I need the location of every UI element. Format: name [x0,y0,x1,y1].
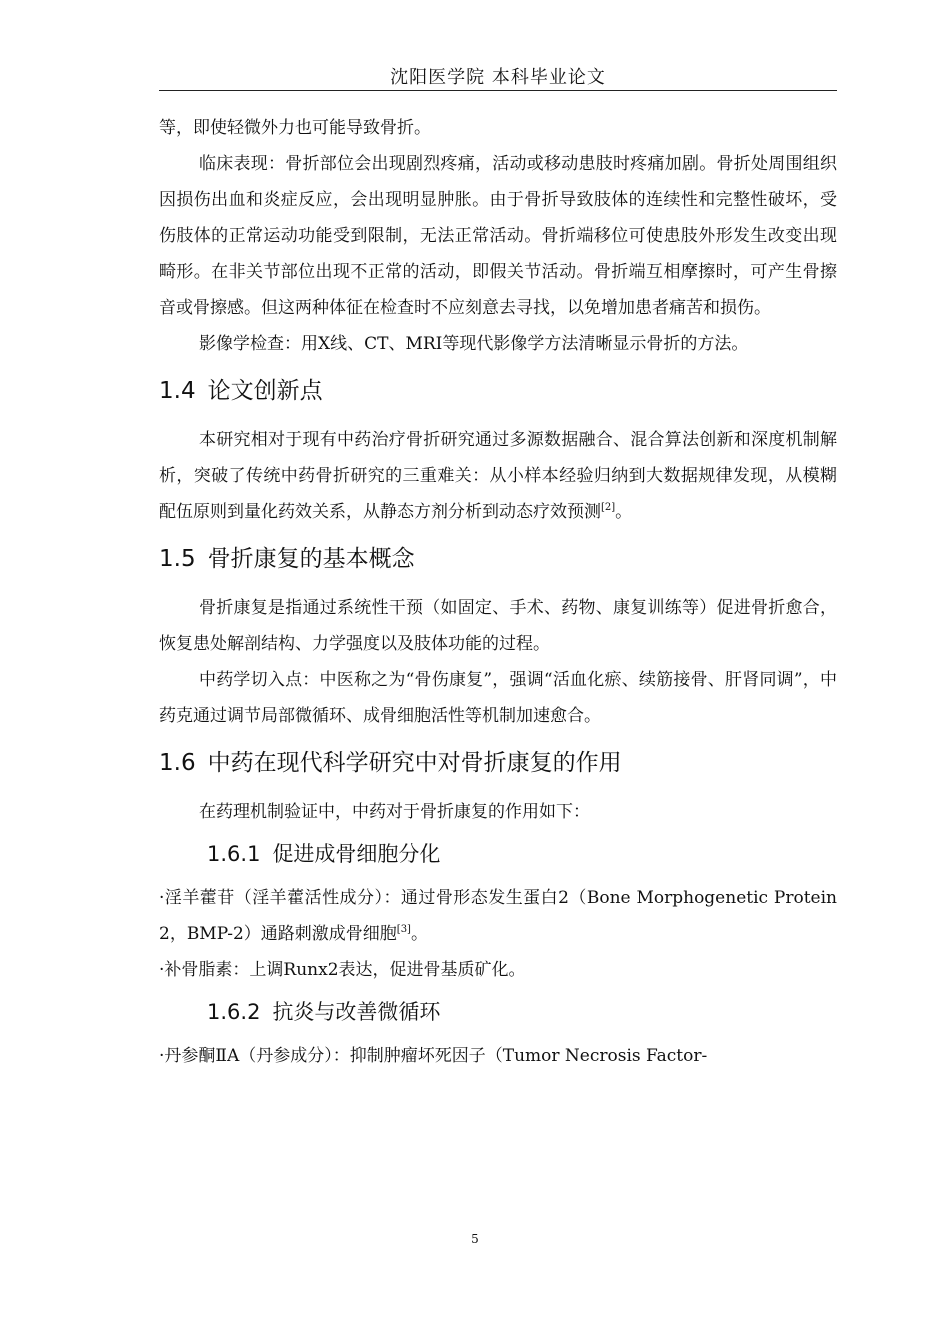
subsection-heading-1-6-1 [207,838,837,870]
list-item-psoralen: ·补骨脂素：上调Runx2表达，促进骨基质矿化。 [159,960,526,980]
subsection-title: 促进成骨细胞分化 [272,842,441,866]
section-heading-1-6 [159,746,837,780]
list-item-tanshinone: ·丹参酮ⅡA（丹参成分）：抑制肿瘤坏死因子（Tumor Necrosis Factor- [159,1046,708,1066]
paragraph-innovation [159,422,837,530]
paragraph-rehab-definition: 骨折康复是指通过系统性干预（如固定、手术、药物、康复训练等）促进骨折愈合，恢复患处解剖结构、力学强度以及肢体功能的过程。 [159,598,837,654]
page-header-title: 沈阳医学院 本科毕业论文 [390,67,606,88]
section-title: 中药在现代科学研究中对骨折康复的作用 [207,750,622,776]
paragraph-clinical-manifestation: 临床表现：骨折部位会出现剧烈疼痛，活动或移动患肢时疼痛加剧。骨折处周围组织因损伤出血和炎症反应，会出现明显肿胀。由于骨折导致肢体的连续性和完整性破坏，受伤肢体的正常运动功能受到限制，无法正常活动。骨折端移位可使患肢外形发生改变出现畸形。在非关节部位出现不正常的活动，即假关节活动。骨折端互相摩擦时，可产生骨擦音或骨擦感。但这两种体征在检查时不应刻意去寻找，以免增加患者痛苦和损伤。 [159,154,837,318]
sentence-end: 。 [410,924,428,944]
header-divider [159,90,837,91]
subsection-number: 1.6.2 [207,1000,261,1024]
paragraph-text: 本研究相对于现有中药治疗骨折研究通过多源数据融合、混合算法创新和深度机制解析，突破了传统中药骨折研究的三重难关：从小样本经验归纳到大数据规律发现，从模糊配伍原则到量化药效关系，从静态方剂分析到动态疗效预测 [159,430,837,522]
list-item-text: ·淫羊藿苷（淫羊藿活性成分）：通过骨形态发生蛋白2（Bone Morphogenetic Protein 2，BMP-2）通路刺激成骨细胞 [159,888,837,944]
section-number: 1.4 [159,378,196,404]
subsection-number: 1.6.1 [207,842,261,866]
list-item-icariin [159,880,837,952]
section-title: 骨折康复的基本概念 [207,546,415,572]
section-number: 1.6 [159,750,196,776]
paragraph-imaging-exam: 影像学检查：用X线、CT、MRI等现代影像学方法清晰显示骨折的方法。 [199,334,749,354]
sentence-end: 。 [615,502,633,522]
subsection-title: 抗炎与改善微循环 [272,1000,441,1024]
section-number: 1.5 [159,546,196,572]
paragraph-pharmacology-intro: 在药理机制验证中，中药对于骨折康复的作用如下： [199,802,590,822]
section-heading-1-4 [159,374,837,408]
page-body [159,110,837,1074]
subsection-heading-1-6-2 [207,996,837,1028]
citation-ref: [2] [601,502,616,513]
citation-ref: [3] [396,924,411,935]
paragraph-tcm-entry-point: 中药学切入点：中医称之为“骨伤康复”，强调“活血化瘀、续筋接骨、肝肾同调”，中药克通过调节局部微循环、成骨细胞活性等机制加速愈合。 [159,670,837,726]
paragraph-continuation: 等，即使轻微外力也可能导致骨折。 [159,118,431,138]
page-number: 5 [471,1232,479,1246]
section-heading-1-5 [159,542,837,576]
section-title: 论文创新点 [207,378,323,404]
